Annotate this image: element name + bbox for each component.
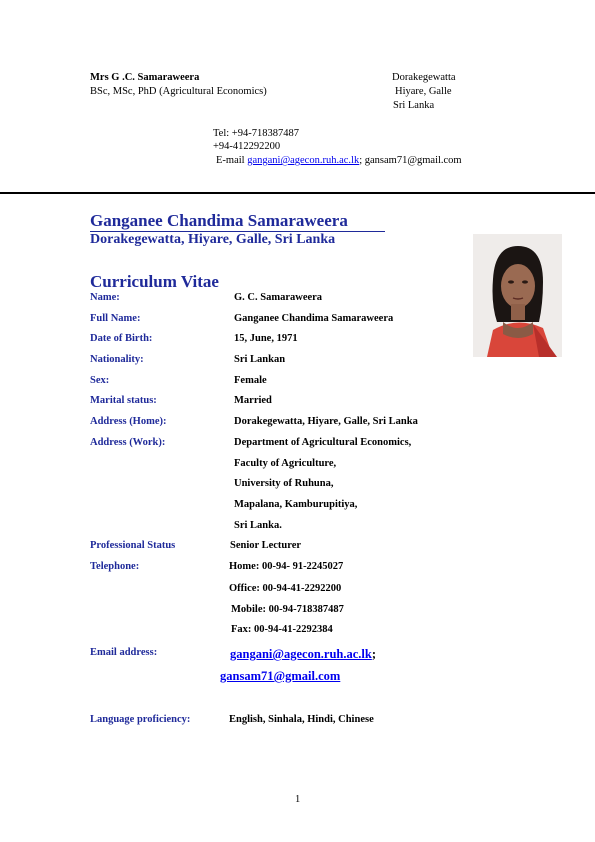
header-email-prefix: E-mail [216,155,248,166]
value-address-home: Dorakegewatta, Hiyare, Galle, Sri Lanka [234,416,418,427]
value-address-work-line-2: Faculty of Agriculture, [234,458,337,469]
value-address-work-line-4: Mapalana, Kamburupitiya, [234,499,358,510]
value-professional-status: Senior Lecturer [230,540,302,551]
value-marital-status: Married [234,395,272,406]
header-address-line-1: Dorakegewatta [392,72,456,83]
page-number: 1 [295,794,301,805]
email-separator: ; [371,647,377,661]
header-email-line [216,155,462,166]
value-language-proficiency: English, Sinhala, Hindi, Chinese [229,714,374,725]
label-professional-status: Professional Status [90,540,176,551]
label-nationality: Nationality: [90,354,144,365]
value-address-work-line-3: University of Ruhuna, [234,478,334,489]
header-address-line-3: Sri Lanka [393,100,435,111]
header-name: Mrs G .C. Samaraweera [90,72,200,83]
header-divider [0,192,595,194]
value-sex: Female [234,375,267,386]
header-email-link[interactable]: gangani@agecon.ruh.ac.lk [247,155,360,166]
value-full-name: Ganganee Chandima Samaraweera [234,313,394,324]
label-address-home: Address (Home): [90,416,167,427]
portrait-photo-icon [473,234,562,357]
label-sex: Sex: [90,375,110,386]
header-address-line-2: Hiyare, Galle [395,86,452,97]
value-address-work-line-5: Sri Lanka. [234,520,282,531]
value-name: G. C. Samaraweera [234,292,323,303]
portrait-photo [473,234,562,357]
value-telephone-office: Office: 00-94-41-2292200 [229,583,342,594]
email-link-agecon[interactable]: gangani@agecon.ruh.ac.lk [230,647,372,661]
label-marital-status: Marital status: [90,395,157,406]
header-degrees: BSc, MSc, PhD (Agricultural Economics) [90,86,267,97]
header-tel: Tel: +94-718387487 [213,128,299,139]
title-location: Dorakegewatta, Hiyare, Galle, Sri Lanka [90,232,336,247]
email-line-1 [230,645,376,663]
title-cv: Curriculum Vitae [90,272,219,291]
label-name: Name: [90,292,120,303]
label-telephone: Telephone: [90,561,140,572]
label-date-of-birth: Date of Birth: [90,333,153,344]
label-language-proficiency: Language proficiency: [90,714,191,725]
label-address-work: Address (Work): [90,437,166,448]
title-name: Ganganee Chandima Samaraweera [90,211,348,230]
value-nationality: Sri Lankan [234,354,286,365]
label-email-address: Email address: [90,647,158,658]
header-email-second: ; gansam71@gmail.com [359,155,462,166]
value-telephone-mobile: Mobile: 00-94-718387487 [231,604,344,615]
value-address-work-line-1: Department of Agricultural Economics, [234,437,412,448]
value-telephone-fax: Fax: 00-94-41-2292384 [231,624,333,635]
email-link-gmail[interactable]: gansam71@gmail.com [220,669,341,683]
value-telephone-home: Home: 00-94- 91-2245027 [229,561,344,572]
header-tel2: +94-412292200 [213,141,281,152]
value-date-of-birth: 15, June, 1971 [234,333,298,344]
label-full-name: Full Name: [90,313,141,324]
